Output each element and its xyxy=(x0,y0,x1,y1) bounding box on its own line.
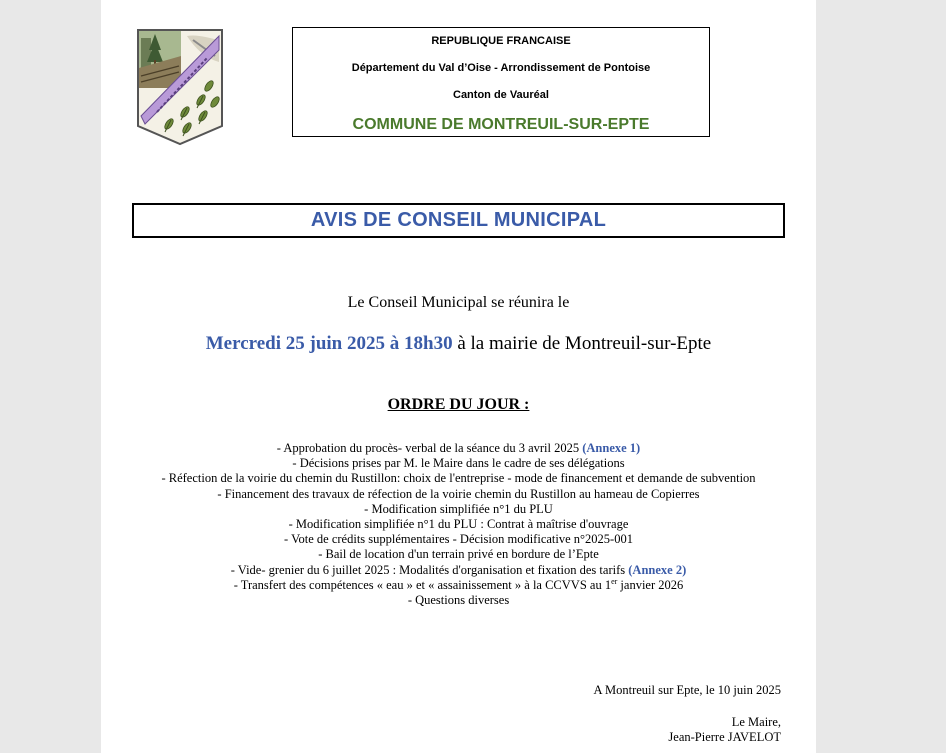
agenda-item xyxy=(101,441,816,456)
commune-name: COMMUNE DE MONTREUIL-SUR-EPTE xyxy=(352,116,650,133)
republic-label: REPUBLIQUE FRANCAISE xyxy=(431,35,571,47)
agenda-item: - Bail de location d'un terrain privé en bordure de l’Epte xyxy=(318,547,599,562)
agenda-item: - Modification simplifiée n°1 du PLU : Contrat à maîtrise d'ouvrage xyxy=(288,517,629,532)
agenda-item: - Modification simplifiée n°1 du PLU xyxy=(364,501,553,516)
signatory-name: Jean-Pierre JAVELOT xyxy=(668,730,781,744)
agenda-item-text: - Approbation du procès- verbal de la séance du 3 avril 2025 xyxy=(276,441,583,455)
agenda-item: - Réfection de la voirie du chemin du Rustillon: choix de l'entreprise - mode de financement et demande de subvention xyxy=(161,471,756,486)
agenda-list xyxy=(101,441,816,608)
meeting-intro: Le Conseil Municipal se réunira le xyxy=(347,294,570,311)
agenda-item xyxy=(101,563,816,578)
coat-of-arms-icon xyxy=(135,28,225,146)
agenda-item-text: - Transfert des compétences « eau » et « assainissement » à la CCVVS au 1 xyxy=(233,577,612,592)
canton-label: Canton de Vauréal xyxy=(453,89,549,101)
ordinal-suffix: er xyxy=(611,576,618,586)
administrative-header xyxy=(292,27,710,137)
agenda-item-text: janvier 2026 xyxy=(617,577,684,592)
agenda-heading: ORDRE DU JOUR : xyxy=(387,396,530,413)
signature-block xyxy=(668,715,781,745)
agenda-item: - Décisions prises par M. le Maire dans le cadre de ses délégations xyxy=(292,456,625,471)
agenda-item: - Vote de crédits supplémentaires - Décision modificative n°2025-001 xyxy=(284,532,633,547)
meeting-location: à la mairie de Montreuil-sur-Epte xyxy=(452,333,712,354)
notice-title: AVIS DE CONSEIL MUNICIPAL xyxy=(132,203,785,238)
department-label: Département du Val d’Oise - Arrondissement de Pontoise xyxy=(351,62,651,74)
meeting-date-line xyxy=(101,333,816,355)
agenda-item: - Financement des travaux de réfection de la voirie chemin du Rustillon au hameau de Copierres xyxy=(217,486,700,501)
notice-page xyxy=(101,0,816,753)
place-and-date: A Montreuil sur Epte, le 10 juin 2025 xyxy=(593,683,781,697)
annex-reference: (Annexe 1) xyxy=(582,441,641,455)
meeting-date-time: Mercredi 25 juin 2025 à 18h30 xyxy=(205,333,453,354)
agenda-item: - Questions diverses xyxy=(407,593,510,608)
annex-reference: (Annexe 2) xyxy=(628,562,687,577)
agenda-item-text: - Vide- grenier du 6 juillet 2025 : Modalités d'organisation et fixation des tarifs xyxy=(230,562,629,577)
signatory-title: Le Maire, xyxy=(731,715,781,729)
agenda-item xyxy=(101,578,816,593)
